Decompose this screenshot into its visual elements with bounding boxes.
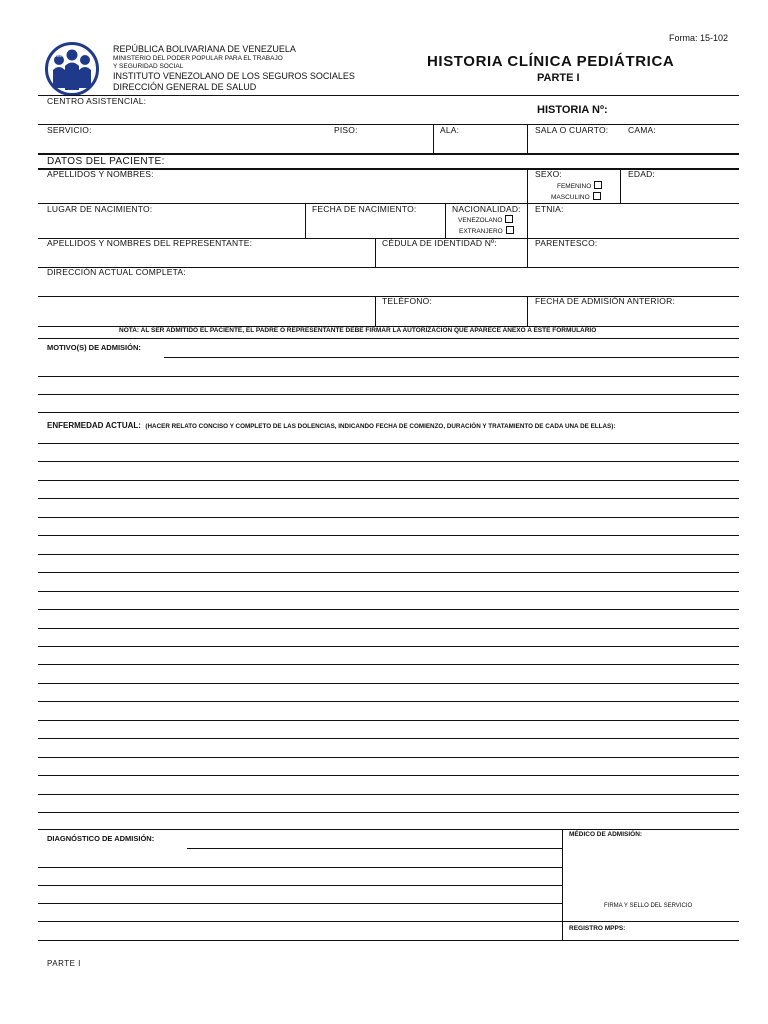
divider: [527, 168, 528, 203]
enfermedad-actual-hint: (HACER RELATO CONCISO Y COMPLETO DE LAS DOLENCIAS, INDICANDO FECHA DE COMIENZO, DURACIÓN Y TRATAMIENTO DE CADA UNA DE ELLAS):: [145, 423, 616, 430]
enfermedad-actual-line[interactable]: [38, 738, 739, 739]
femenino-label: FEMENINO: [557, 183, 592, 190]
enfermedad-actual-line[interactable]: [38, 683, 739, 684]
footer-parte: PARTE I: [47, 959, 81, 968]
diagnostico-line-3[interactable]: [38, 885, 562, 886]
nota-text: NOTA: AL SER ADMITIDO EL PACIENTE, EL PADRE O REPRESENTANTE DEBE FIRMAR LA AUTORIZACIÓN QUE APARECE ANEXO A ESTE FORMULARIO: [119, 327, 597, 334]
enfermedad-actual-line[interactable]: [38, 554, 739, 555]
logo-year: 1944: [54, 53, 65, 58]
diagnostico-line-1[interactable]: [187, 848, 562, 849]
masculino-checkbox[interactable]: [593, 192, 601, 200]
cama-label: CAMA:: [628, 125, 656, 135]
ivss-logo: [45, 42, 99, 96]
centro-asistencial-label: CENTRO ASISTENCIAL:: [47, 96, 147, 106]
enfermedad-actual-line[interactable]: [38, 720, 739, 721]
divider: [375, 238, 376, 267]
org-line-3: Y SEGURIDAD SOCIAL: [113, 63, 184, 70]
motivo-line-2[interactable]: [38, 376, 739, 377]
enfermedad-actual-line[interactable]: [38, 609, 739, 610]
rule-datos: [38, 153, 739, 155]
extranjero-option[interactable]: [459, 226, 514, 235]
sala-label: SALA O CUARTO:: [535, 125, 609, 135]
enfermedad-actual-line[interactable]: [38, 572, 739, 573]
divider: [305, 203, 306, 238]
org-line-2: MINISTERIO DEL PODER POPULAR PARA EL TRABAJO: [113, 55, 283, 62]
enfermedad-actual-line[interactable]: [38, 775, 739, 776]
org-line-5: DIRECCIÓN GENERAL DE SALUD: [113, 82, 257, 92]
extranjero-label: EXTRANJERO: [459, 228, 503, 235]
org-line-4: INSTITUTO VENEZOLANO DE LOS SEGUROS SOCIALES: [113, 71, 355, 81]
venezolano-checkbox[interactable]: [505, 215, 513, 223]
divider: [620, 168, 621, 203]
diagnostico-line-6[interactable]: [38, 940, 739, 941]
divider: [527, 124, 528, 153]
enfermedad-actual-line[interactable]: [38, 461, 739, 462]
enfermedad-actual-line[interactable]: [38, 628, 739, 629]
parentesco-label: PARENTESCO:: [535, 238, 598, 248]
motivo-line-3[interactable]: [38, 394, 739, 395]
enfermedad-actual-line[interactable]: [38, 591, 739, 592]
datos-paciente-heading: DATOS DEL PACIENTE:: [47, 156, 165, 167]
form-number: Forma: 15-102: [669, 33, 729, 43]
nacionalidad-label: NACIONALIDAD:: [452, 204, 521, 214]
rule-motivo: [38, 338, 739, 339]
enfermedad-actual-line[interactable]: [38, 757, 739, 758]
apellidos-nombres-label: APELLIDOS Y NOMBRES:: [47, 169, 154, 179]
enfermedad-actual-heading: [47, 415, 615, 433]
venezolano-label: VENEZOLANO: [458, 217, 503, 224]
motivo-line-1[interactable]: [164, 357, 739, 358]
masculino-option[interactable]: [551, 192, 601, 201]
enfermedad-actual-line[interactable]: [38, 480, 739, 481]
servicio-label: SERVICIO:: [47, 125, 92, 135]
lugar-nacimiento-label: LUGAR DE NACIMIENTO:: [47, 204, 153, 214]
direccion-label: DIRECCIÓN ACTUAL COMPLETA:: [47, 267, 186, 277]
fecha-nacimiento-label: FECHA DE NACIMIENTO:: [312, 204, 417, 214]
motivo-line-4[interactable]: [38, 412, 739, 413]
edad-label: EDAD:: [628, 169, 655, 179]
enfermedad-actual-line[interactable]: [38, 498, 739, 499]
diagnostico-label: DIAGNÓSTICO DE ADMISIÓN:: [47, 834, 155, 843]
enfermedad-actual-line[interactable]: [38, 812, 739, 813]
page-subtitle: PARTE I: [537, 72, 580, 84]
piso-label: PISO:: [334, 125, 358, 135]
fecha-admision-anterior-label: FECHA DE ADMISIÓN ANTERIOR:: [535, 296, 676, 306]
diagnostico-line-5[interactable]: [38, 921, 739, 922]
etnia-label: ETNIA:: [535, 204, 564, 214]
enfermedad-actual-line[interactable]: [38, 517, 739, 518]
divider: [375, 296, 376, 326]
enfermedad-actual-line[interactable]: [38, 443, 739, 444]
femenino-option[interactable]: [557, 181, 602, 190]
divider: [527, 203, 528, 238]
medico-label: MÉDICO DE ADMISIÓN:: [569, 831, 643, 838]
page-title: HISTORIA CLÍNICA PEDIÁTRICA: [427, 53, 675, 70]
enfermedad-actual-line[interactable]: [38, 794, 739, 795]
sexo-label: SEXO:: [535, 169, 562, 179]
cedula-label: CÉDULA DE IDENTIDAD Nº:: [382, 238, 497, 248]
enfermedad-actual-line[interactable]: [38, 535, 739, 536]
divider: [445, 203, 446, 238]
ala-label: ALA:: [440, 125, 460, 135]
divider: [562, 829, 563, 940]
enfermedad-actual-line[interactable]: [38, 646, 739, 647]
divider: [527, 238, 528, 267]
representante-label: APELLIDOS Y NOMBRES DEL REPRESENTANTE:: [47, 238, 253, 248]
motivo-label: MOTIVO(S) DE ADMISIÓN:: [47, 343, 141, 352]
masculino-label: MASCULINO: [551, 194, 590, 201]
registro-label: REGISTRO MPPS:: [569, 925, 626, 932]
enfermedad-actual-line[interactable]: [38, 664, 739, 665]
enfermedad-actual-line[interactable]: [38, 701, 739, 702]
telefono-label: TELÉFONO:: [382, 296, 432, 306]
firma-sello-label: FIRMA Y SELLO DEL SERVICIO: [604, 903, 693, 909]
diagnostico-line-4[interactable]: [38, 903, 562, 904]
enfermedad-actual-label: ENFERMEDAD ACTUAL:: [47, 421, 141, 430]
historia-no-label: HISTORIA Nº:: [537, 104, 608, 116]
rule-diagnostico: [38, 829, 739, 830]
femenino-checkbox[interactable]: [594, 181, 602, 189]
divider: [433, 124, 434, 153]
extranjero-checkbox[interactable]: [506, 226, 514, 234]
org-line-1: REPÚBLICA BOLIVARIANA DE VENEZUELA: [113, 44, 296, 54]
diagnostico-line-2[interactable]: [38, 867, 562, 868]
venezolano-option[interactable]: [458, 215, 513, 224]
divider: [527, 296, 528, 326]
